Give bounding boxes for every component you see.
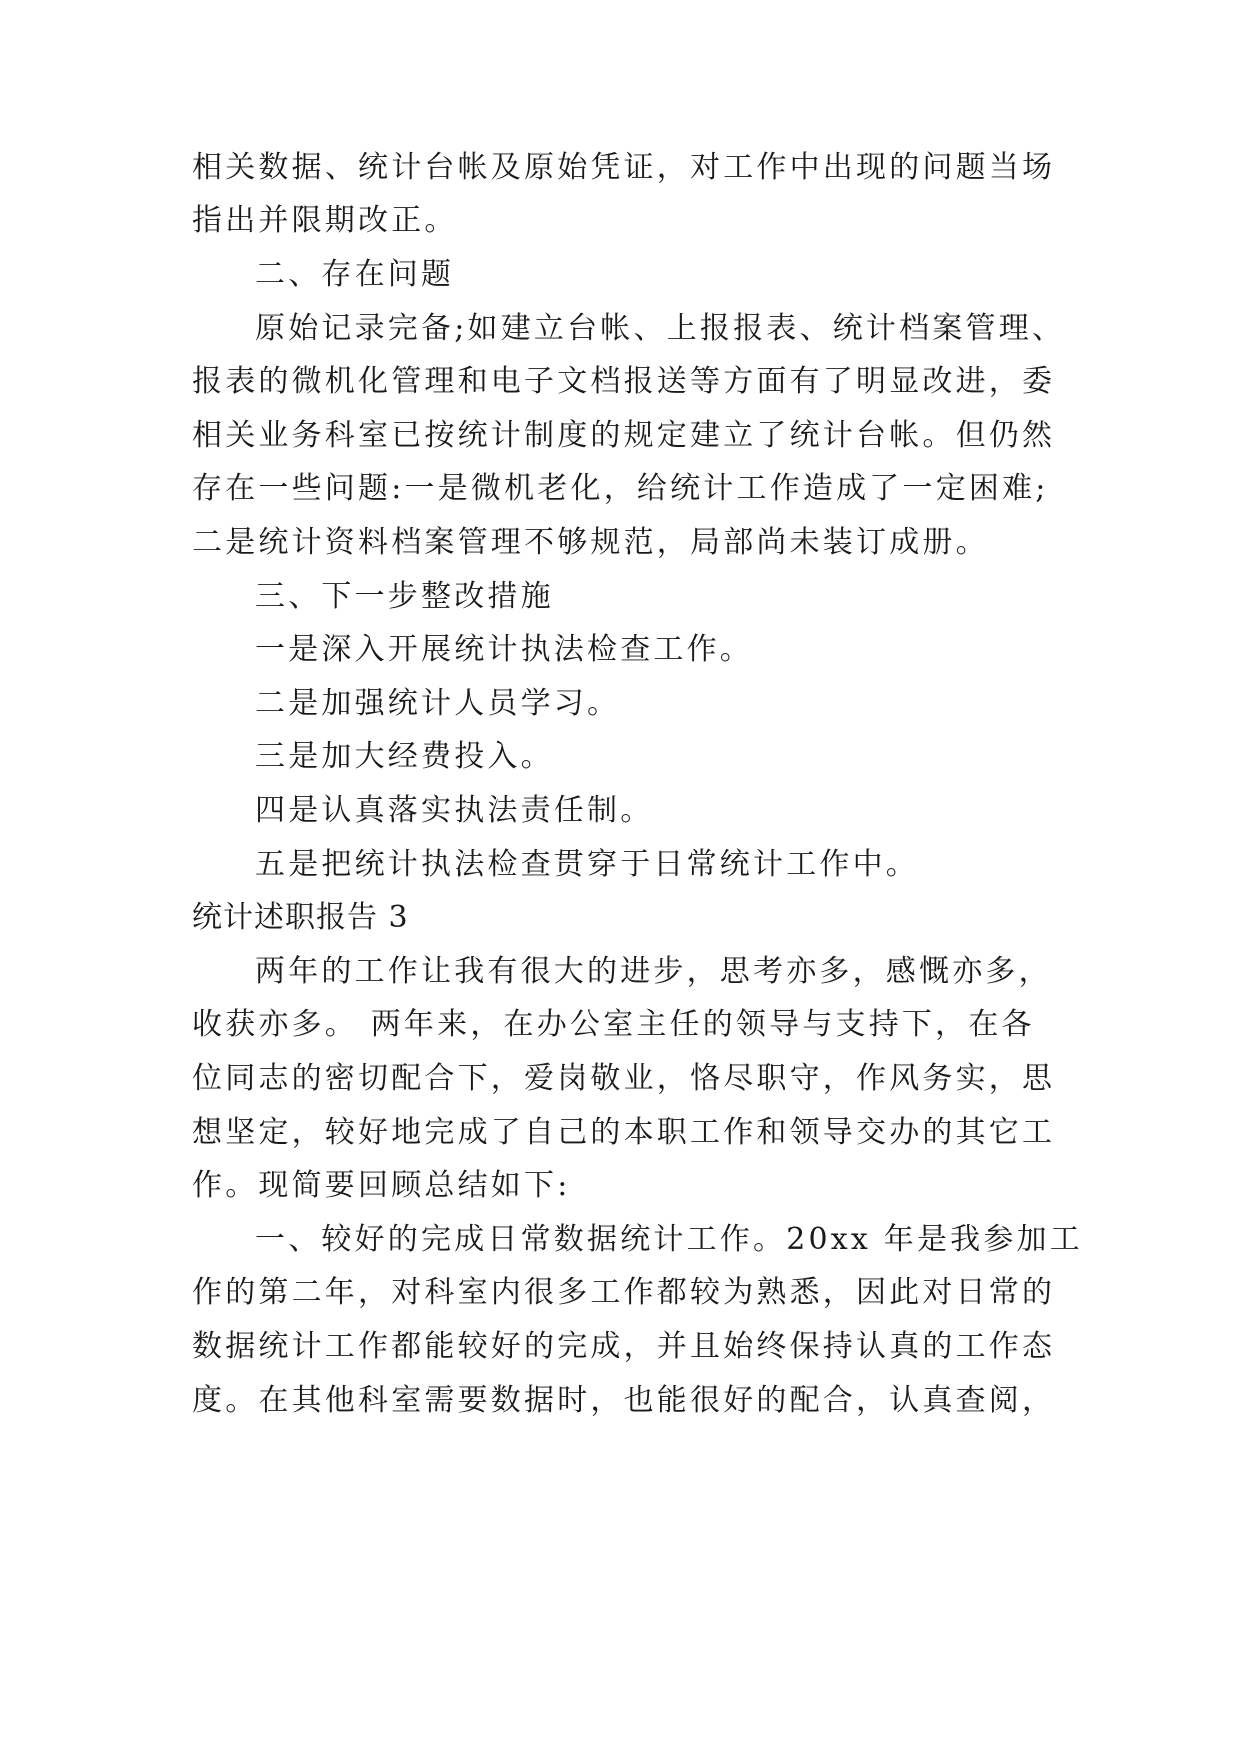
paragraph-line: 相关业务科室已按统计制度的规定建立了统计台帐。但仍然 <box>192 418 1056 453</box>
paragraph-line: 度。在其他科室需要数据时，也能很好的配合，认真查阅， <box>192 1383 1056 1418</box>
list-item: 一是深入开展统计执法检查工作。 <box>255 632 753 667</box>
list-item: 二是加强统计人员学习。 <box>255 686 621 721</box>
paragraph-line: 位同志的密切配合下，爱岗敬业，恪尽职守，作风务实，思 <box>192 1061 1056 1096</box>
paragraph-line: 想坚定，较好地完成了自己的本职工作和领导交办的其它工 <box>192 1115 1056 1150</box>
paragraph-line: 原始记录完备;如建立台帐、上报报表、统计档案管理、 <box>255 311 1066 346</box>
list-item: 四是认真落实执法责任制。 <box>255 793 654 828</box>
paragraph-line: 相关数据、统计台帐及原始凭证，对工作中出现的问题当场 <box>192 150 1056 185</box>
paragraph-line: 作。现简要回顾总结如下: <box>192 1168 571 1203</box>
paragraph-line: 收获亦多。 两年来，在办公室主任的领导与支持下，在各 <box>192 1007 1035 1042</box>
report-title: 统计述职报告 3 <box>192 900 409 935</box>
paragraph-line: 两年的工作让我有很大的进步，思考亦多，感慨亦多， <box>255 954 1052 989</box>
paragraph-line: 指出并限期改正。 <box>192 203 458 238</box>
list-item: 五是把统计执法检查贯穿于日常统计工作中。 <box>255 847 919 882</box>
section-heading: 二、存在问题 <box>255 257 455 292</box>
section-heading: 三、下一步整改措施 <box>255 579 554 614</box>
list-item: 三是加大经费投入。 <box>255 739 554 774</box>
paragraph-line: 二是统计资料档案管理不够规范，局部尚未装订成册。 <box>192 525 989 560</box>
paragraph-line: 存在一些问题:一是微机老化，给统计工作造成了一定困难; <box>192 471 1049 506</box>
paragraph-line: 报表的微机化管理和电子文档报送等方面有了明显改进，委 <box>192 364 1056 399</box>
paragraph-line: 一、较好的完成日常数据统计工作。20xx 年是我参加工 <box>255 1222 1083 1257</box>
paragraph-line: 作的第二年，对科室内很多工作都较为熟悉，因此对日常的 <box>192 1275 1056 1310</box>
paragraph-line: 数据统计工作都能较好的完成，并且始终保持认真的工作态 <box>192 1329 1056 1364</box>
